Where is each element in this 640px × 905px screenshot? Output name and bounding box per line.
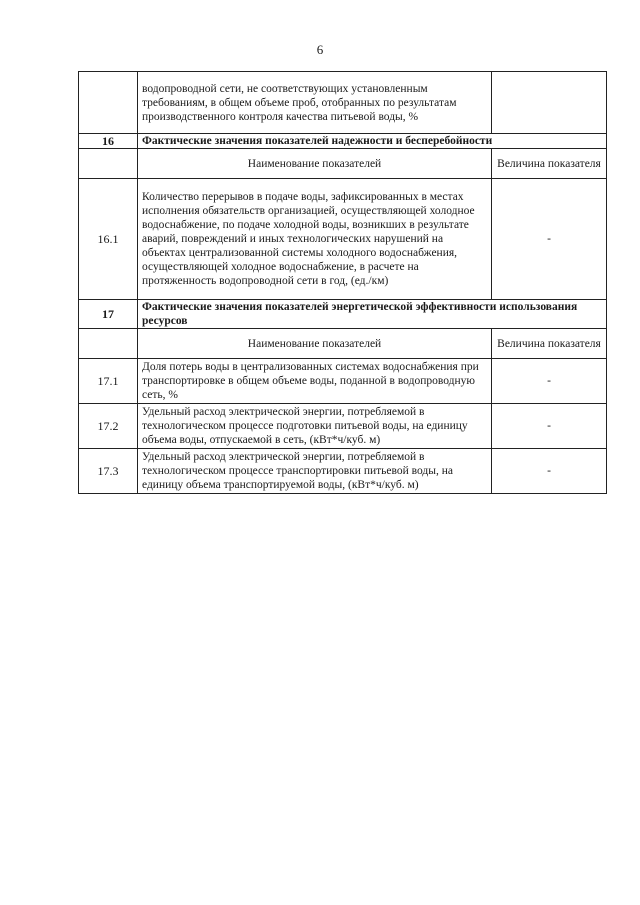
row-number: 17.3 bbox=[79, 449, 138, 494]
column-header-name: Наименование показателей bbox=[138, 329, 492, 359]
indicator-value: - bbox=[492, 449, 607, 494]
table-row bbox=[79, 359, 607, 404]
indicator-text: водопроводной сети, не соответствующих установленным требованиям, в общем объеме проб, отобранных по результатам производственного контроля качества питьевой воды, % bbox=[138, 72, 492, 134]
section-header-row bbox=[79, 300, 607, 329]
indicator-text: Удельный расход электрической энергии, потребляемой в технологическом процессе транспортировки питьевой воды, на единицу объема транспортируемой воды, (кВт*ч/куб. м) bbox=[138, 449, 492, 494]
row-number: 16.1 bbox=[79, 179, 138, 300]
indicator-value bbox=[492, 72, 607, 134]
table-row bbox=[79, 404, 607, 449]
row-number: 17.1 bbox=[79, 359, 138, 404]
indicator-text: Удельный расход электрической энергии, потребляемой в технологическом процессе подготовки питьевой воды, на единицу объема воды, отпускаемой в сеть, (кВт*ч/куб. м) bbox=[138, 404, 492, 449]
column-header-name: Наименование показателей bbox=[138, 149, 492, 179]
row-number-cell bbox=[79, 72, 138, 134]
table-row bbox=[79, 449, 607, 494]
header-blank-cell bbox=[79, 329, 138, 359]
table-row bbox=[79, 179, 607, 300]
section-number: 17 bbox=[79, 300, 138, 329]
column-header-row bbox=[79, 329, 607, 359]
row-number: 17.2 bbox=[79, 404, 138, 449]
indicator-value: - bbox=[492, 359, 607, 404]
column-header-row bbox=[79, 149, 607, 179]
section-title: Фактические значения показателей энергетической эффективности использования ресурсов bbox=[138, 300, 607, 329]
indicator-value: - bbox=[492, 179, 607, 300]
indicator-text: Доля потерь воды в централизованных системах водоснабжения при транспортировке в общем объеме воды, поданной в водопроводную сеть, % bbox=[138, 359, 492, 404]
header-blank-cell bbox=[79, 149, 138, 179]
page-number: 6 bbox=[316, 42, 324, 57]
section-title: Фактические значения показателей надежности и бесперебойности bbox=[138, 134, 607, 149]
indicator-value: - bbox=[492, 404, 607, 449]
indicators-table bbox=[78, 71, 607, 494]
indicator-text: Количество перерывов в подаче воды, зафиксированных в местах исполнения обязательств организацией, осуществляющей холодное водоснабжение, по подаче холодной воды, возникших в результате аварий, повреждений и иных технологических нарушений на объектах централизованной системы холодного водоснабжения, осуществляющей холодное водоснабжение, в расчете на протяженность водопроводной сети в год, (ед./км) bbox=[138, 179, 492, 300]
table-row-continued bbox=[79, 72, 607, 134]
column-header-value: Величина показателя bbox=[492, 149, 607, 179]
section-header-row bbox=[79, 134, 607, 149]
column-header-value: Величина показателя bbox=[492, 329, 607, 359]
section-number: 16 bbox=[79, 134, 138, 149]
